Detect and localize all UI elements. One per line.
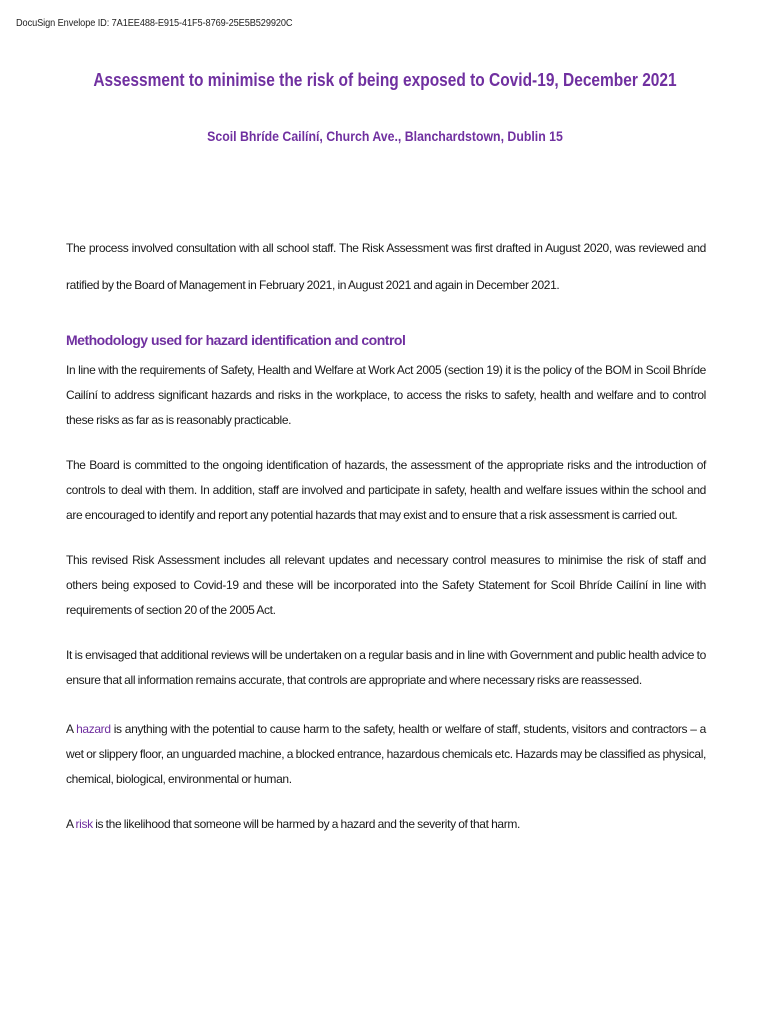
revised-assessment-paragraph: This revised Risk Assessment includes all relevant updates and necessary control measures to minimise the risk of staff and others being exposed to Covid-19 and these will be incorporated into the Safety Statement for Scoil Bhríde Cailíní in line with requirements of section 20 of the 2005 Act. [66,553,706,617]
docusign-envelope-id: DocuSign Envelope ID: 7A1EE488-E915-41F5-8769-25E5B529920C [16,18,293,29]
intro-paragraph: The process involved consultation with all school staff. The Risk Assessment was first drafted in August 2020, was reviewed and ratified by the Board of Management in February 2021, in August 2021 and again in December 2021. [66,241,706,292]
document-body [66,230,706,837]
hazard-definition-text: is anything with the potential to cause harm to the safety, health or welfare of staff, students, visitors and contractors – a wet or slippery floor, an unguarded machine, a blocked entrance, hazardous chemicals etc. Hazards may be classified as physical, chemical, biological, environmental or human. [66,722,706,786]
risk-definition-text: is the likelihood that someone will be harmed by a hazard and the severity of that harm. [92,817,521,831]
document-title: Assessment to minimise the risk of being exposed to Covid-19, December 2021 [93,70,677,90]
reviews-paragraph: It is envisaged that additional reviews will be undertaken on a regular basis and in line with Government and public health advice to ensure that all information remains accurate, that controls are appropriate and where necessary risks are reassessed. [66,648,706,687]
risk-definition [66,812,706,837]
hazard-term: hazard [76,722,111,736]
methodology-heading: Methodology used for hazard identification and control [66,332,406,348]
risk-term: risk [75,817,93,831]
board-commitment-paragraph: The Board is committed to the ongoing identification of hazards, the assessment of the appropriate risks and the introduction of controls to deal with them. In addition, staff are involved and participate in safety, health and welfare issues within the school and are encouraged to identify and report any potential hazards that may exist and to ensure that a risk assessment is carried out. [66,458,706,522]
school-address-subtitle: Scoil Bhríde Cailíní, Church Ave., Blanchardstown, Dublin 15 [207,128,563,144]
risk-prefix: A [66,817,76,831]
hazard-prefix: A [66,722,77,736]
policy-paragraph: In line with the requirements of Safety, Health and Welfare at Work Act 2005 (section 19) it is the policy of the BOM in Scoil Bhríde Cailíní to address significant hazards and risks in the workplace, to access the risks to safety, health and welfare and to control these risks as far as is reasonably practicable. [66,363,706,427]
hazard-definition [66,717,706,792]
